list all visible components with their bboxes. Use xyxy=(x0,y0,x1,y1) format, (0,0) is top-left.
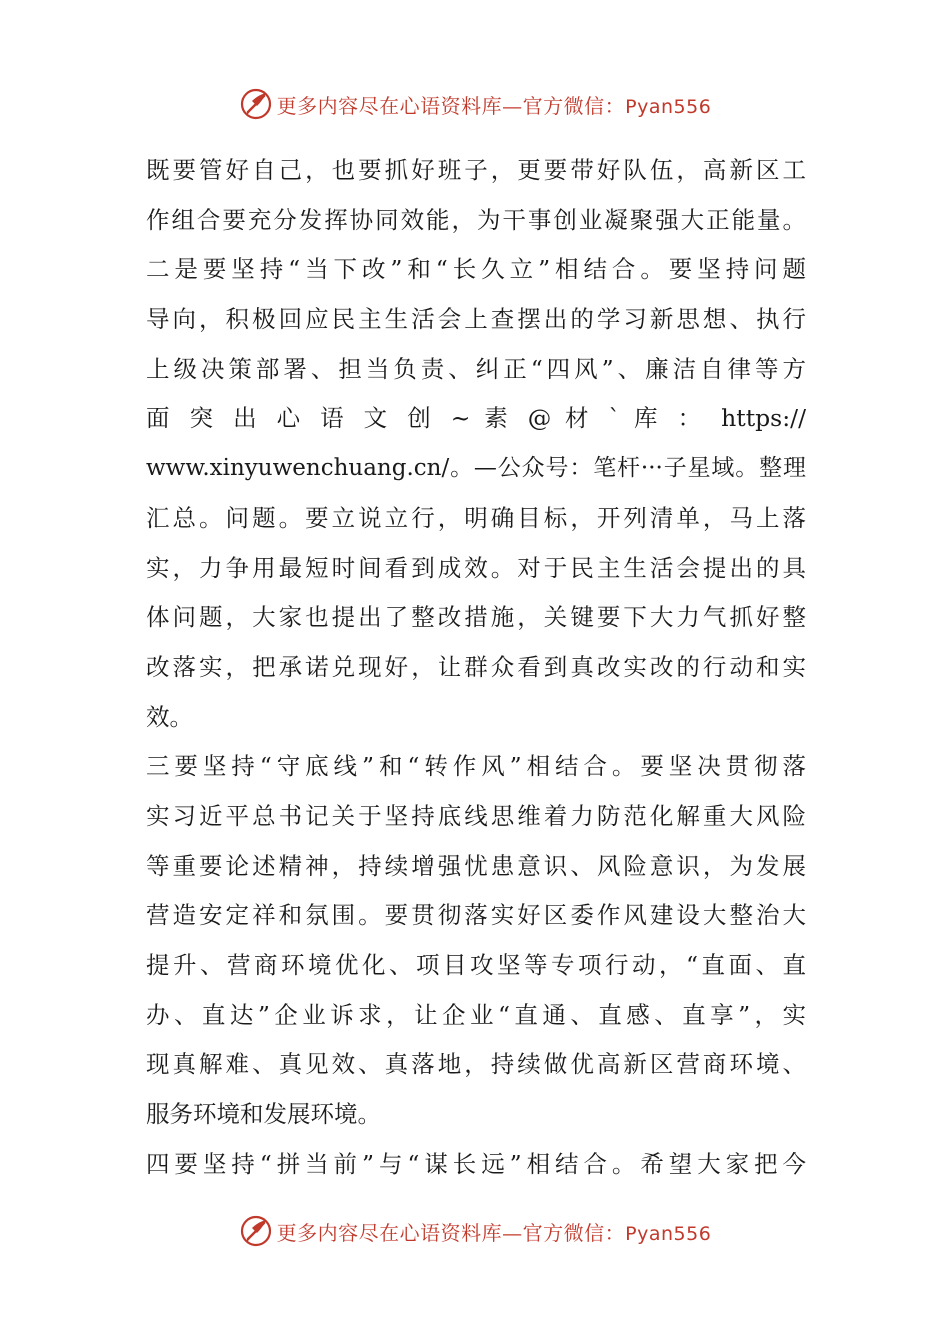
quill-seal-logo-icon xyxy=(239,1214,273,1248)
document-body xyxy=(146,146,806,1189)
quill-seal-logo-icon xyxy=(239,87,273,121)
body-line: 办、直达”企业诉求，让企业“直通、直感、直享”，实 xyxy=(146,1000,806,1029)
footer-banner xyxy=(0,1211,950,1251)
body-line: 实，力争用最短时间看到成效。对于民主生活会提出的具 xyxy=(146,553,806,582)
body-line: 汇总。问题。要立说立行，明确目标，开列清单，马上落 xyxy=(146,503,806,532)
body-line: 营造安定祥和氛围。要贯彻落实好区委作风建设大整治大 xyxy=(146,901,806,930)
header-wechat-id: Pyan556 xyxy=(625,95,712,118)
footer-wechat-id: Pyan556 xyxy=(625,1222,712,1245)
body-line: 效。 xyxy=(146,702,193,731)
header-banner-text xyxy=(277,90,712,119)
body-line: 四要坚持“拼当前”与“谋长远”相结合。希望大家把今 xyxy=(146,1149,806,1178)
body-line: 提升、营商环境优化、项目攻坚等专项行动，“直面、直 xyxy=(146,951,806,979)
body-line: 服务环境和发展环境。 xyxy=(146,1100,381,1129)
body-line: 现真解难、真见效、真落地，持续做优高新区营商环境、 xyxy=(146,1050,806,1079)
header-banner-inner xyxy=(239,87,712,121)
body-line: 体问题，大家也提出了整改措施，关键要下大力气抓好整 xyxy=(146,603,806,632)
body-line: www.xinyuwenchuang.cn/。—公众号：笔杆···子星域。整理 xyxy=(146,455,806,482)
body-line: 二是要坚持“当下改”和“长久立”相结合。要坚持问题 xyxy=(146,255,806,284)
body-line: 导向，积极回应民主生活会上查摆出的学习新思想、执行 xyxy=(146,305,806,334)
body-line: 上级决策部署、担当负责、纠正“四风”、廉洁自律等方 xyxy=(146,354,806,383)
body-line: 三要坚持“守底线”和“转作风”相结合。要坚决贯彻落 xyxy=(146,752,806,781)
footer-banner-text xyxy=(277,1217,712,1246)
footer-banner-label: 更多内容尽在心语资料库—官方微信： xyxy=(276,1220,626,1245)
header-banner-label: 更多内容尽在心语资料库—官方微信： xyxy=(276,93,626,118)
body-line: 实习近平总书记关于坚持底线思维着力防范化解重大风险 xyxy=(146,801,806,830)
body-line: 改落实，把承诺兑现好，让群众看到真改实改的行动和实 xyxy=(146,652,806,681)
body-line: 既要管好自己，也要抓好班子，更要带好队伍，高新区工 xyxy=(146,156,806,184)
body-line: 面 突 出 心 语 文 创 ~ 素 @ 材 ` 库 ： https:// xyxy=(146,404,806,433)
body-line: 等重要论述精神，持续增强忧患意识、风险意识，为发展 xyxy=(146,851,806,880)
body-line: 作组合要充分发挥协同效能，为干事创业凝聚强大正能量。 xyxy=(146,205,806,234)
footer-banner-inner xyxy=(239,1214,712,1248)
header-banner xyxy=(0,84,950,124)
